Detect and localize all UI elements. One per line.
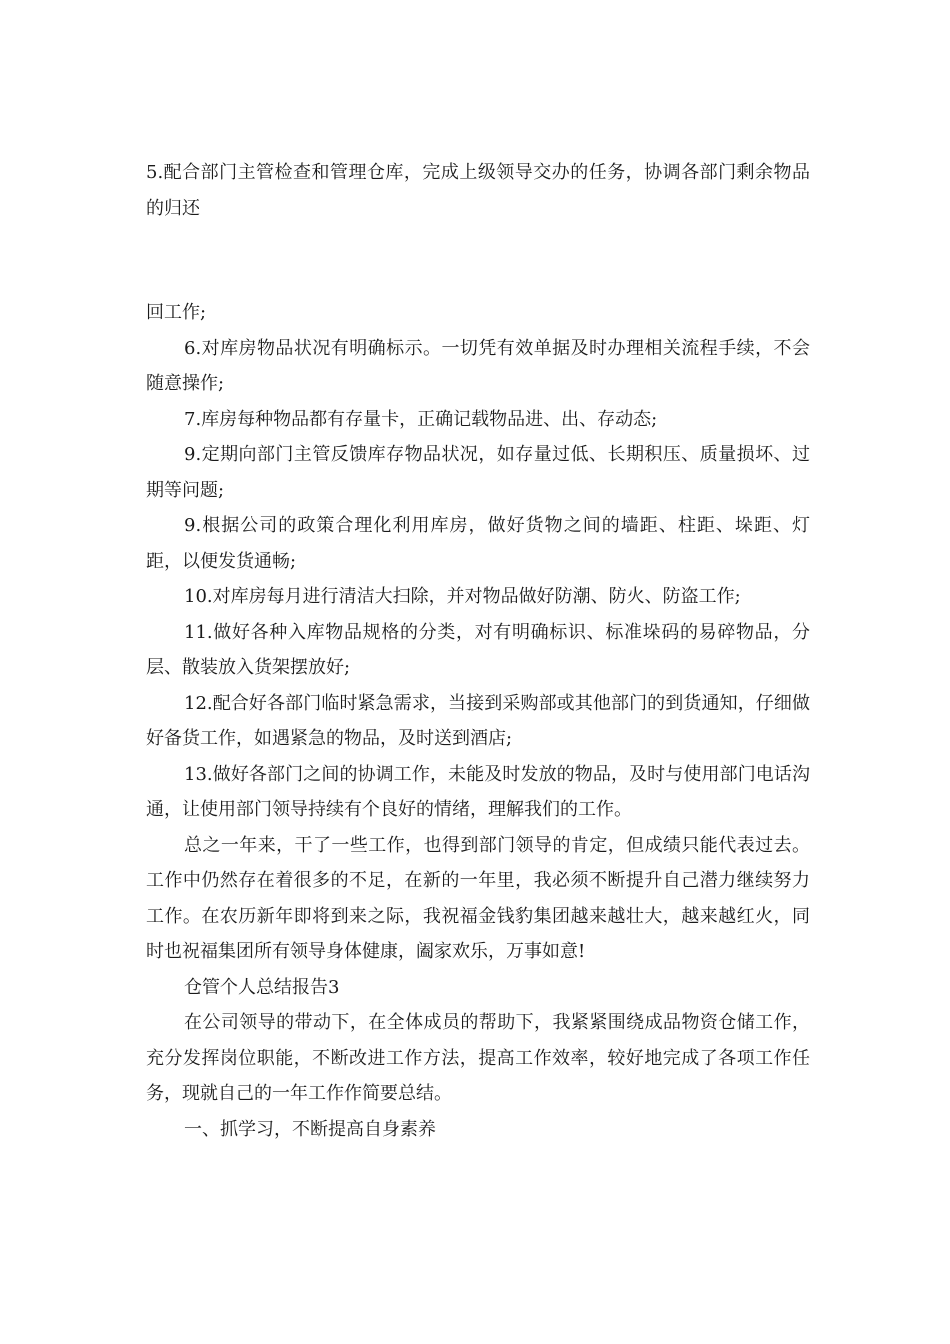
paragraph: 7.库房每种物品都有存量卡，正确记载物品进、出、存动态; (184, 408, 658, 430)
paragraph: 13.做好各部门之间的协调工作，未能及时发放的物品，及时与使用部门电话沟通，让使用部门领导持续有个良好的情绪，理解我们的工作。 (146, 763, 810, 820)
paragraph: 总之一年来，干了一些工作，也得到部门领导的肯定，但成绩只能代表过去。工作中仍然存在着很多的不足，在新的一年里，我必须不断提升自己潜力继续努力工作。在农历新年即将到来之际，我祝福金钱豹集团越来越壮大，越来越红火，同时也祝福集团所有领导身体健康，阖家欢乐，万事如意! (146, 834, 810, 962)
paragraph: 12.配合好各部门临时紧急需求，当接到采购部或其他部门的到货通知，仔细做好备货工作，如遇紧急的物品，及时送到酒店; (146, 692, 810, 749)
top-paragraph-block (146, 155, 810, 295)
paragraph: 11.做好各种入库物品规格的分类，对有明确标识、标准垛码的易碎物品，分层、散装放入货架摆放好; (146, 621, 810, 678)
section-heading: 一、抓学习，不断提高自身素养 (184, 1118, 436, 1140)
paragraph: 回工作; (146, 302, 207, 323)
paragraph: 5.配合部门主管检查和管理仓库，完成上级领导交办的任务，协调各部门剩余物品的归还 (146, 162, 810, 219)
paragraph: 6.对库房物品状况有明确标示。一切凭有效单据及时办理相关流程手续，不会随意操作; (146, 337, 810, 394)
section-heading: 仓管个人总结报告3 (184, 976, 340, 998)
paragraph: 9.根据公司的政策合理化利用库房，做好货物之间的墙距、柱距、垛距、灯距，以便发货通畅; (146, 515, 810, 572)
paragraph: 10.对库房每月进行清洁大扫除，并对物品做好防潮、防火、防盗工作; (184, 586, 741, 607)
document-body (146, 155, 810, 1147)
paragraph: 9.定期向部门主管反馈库存物品状况，如存量过低、长期积压、质量损坏、过期等问题; (146, 444, 810, 501)
paragraph: 在公司领导的带动下，在全体成员的帮助下，我紧紧围绕成品物资仓储工作，充分发挥岗位职能，不断改进工作方法，提高工作效率，较好地完成了各项工作任务，现就自己的一年工作作简要总结。 (146, 1012, 810, 1104)
